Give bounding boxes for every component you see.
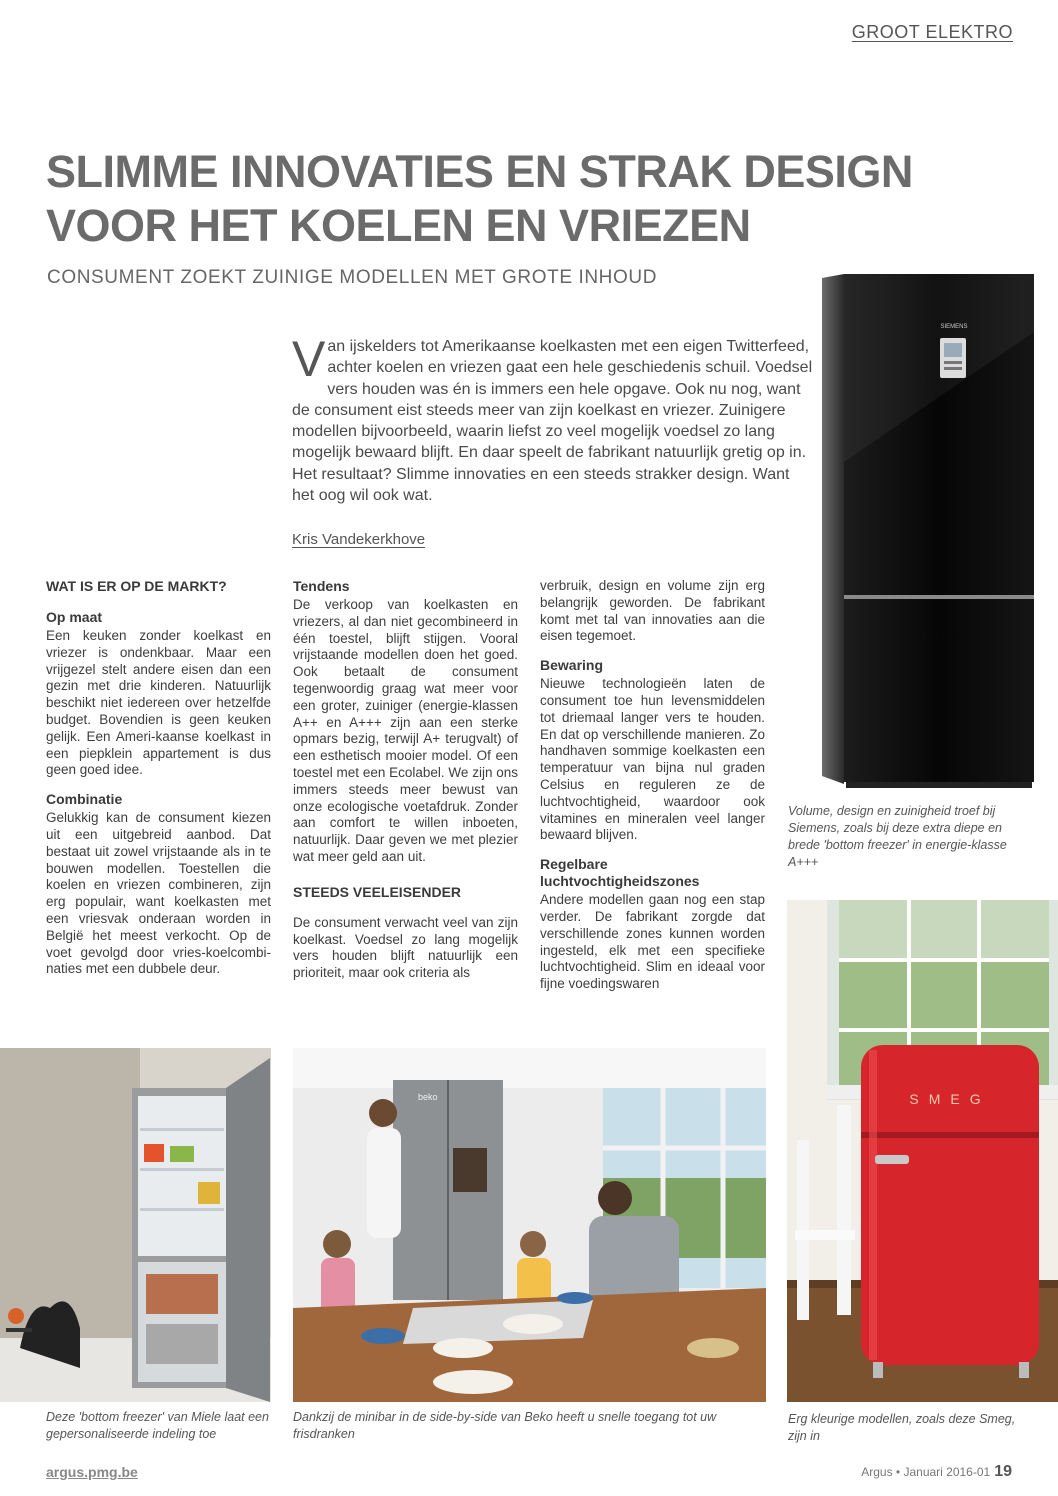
caption-siemens: Volume, design en zuinigheid troef bij Siemens, zoals bij deze extra diepe en brede 'bottom freezer' in energie-klasse A+++ bbox=[788, 804, 1007, 869]
footer-issue-info bbox=[861, 1463, 1012, 1481]
article-column-1 bbox=[46, 578, 271, 990]
article-subhead: CONSUMENT ZOEKT ZUINIGE MODELLEN MET GROTE INHOUD bbox=[47, 267, 658, 288]
man-avatar bbox=[598, 1181, 632, 1215]
intro-text: an ijskelders tot Amerikaanse koelkasten met een eigen Twitterfeed, achter koelen en vriezen gaat een hele geschiedenis schuil. Voedsel vers houden was én is immers een hele opgave. Ook nu nog, want de consument eist steeds meer van zijn koelkast en vriezer. Zuinigere modellen bijvoorbeeld, waarin liefst zo veel mogelijk voedsel zo lang mogelijk bewaard blijft. En daar speelt de fabrikant natuurlijk gretig op in. Het resultaat? Slimme innovaties en een steeds strakker design. Want het oog wil ook wat. bbox=[292, 338, 813, 505]
boy-avatar bbox=[520, 1231, 546, 1257]
headline-line-1: SLIMME INNOVATIES EN STRAK DESIGN bbox=[46, 146, 913, 197]
miele-room-illustration bbox=[0, 1048, 271, 1402]
siemens-fridge-illustration bbox=[818, 272, 1043, 792]
paragraph-tendens: De verkoop van koelkasten en vriezers, al dan niet gecombineerd in één toestel, blijft stijgen. Vooral vrijstaande modellen doen het goed. Ook betaalt de consument tegenwoordig graag wat meer voor een groter, zuiniger (energie-klassen A++ en A+++ zijn aan een sterke opmars bezig, terwijl A+ terugvalt) of een esthetisch mooier model. Of een toestel met een Ecolabel. We zijn ons immers steeds meer bewust van onze ecologische voetafdruk. Zonder aan comfort te willen inboeten, natuurlijk. Daar geven we met plezier wat meer geld aan uit. bbox=[293, 597, 518, 864]
beko-logo: beko bbox=[418, 1092, 438, 1102]
caption-smeg: Erg kleurige modellen, zoals deze Smeg, zijn in bbox=[788, 1412, 1016, 1443]
beko-kitchen-illustration bbox=[293, 1048, 766, 1402]
subheading-bewaring: Bewaring bbox=[540, 657, 604, 674]
fridge-brand-logo: SIEMENS bbox=[940, 324, 968, 330]
woman-avatar bbox=[369, 1099, 397, 1127]
article-column-2 bbox=[293, 578, 518, 994]
door-handle-icon bbox=[875, 1155, 909, 1164]
intro-paragraph bbox=[292, 331, 814, 506]
smeg-kitchen-illustration bbox=[787, 900, 1058, 1402]
paragraph-bewaring: Nieuwe technologieën laten de consument toe hun levensmiddelen tot driemaal langer vers te houden. En dat op verschillende manieren. Zo handhaven sommige koelkasten een temperatuur van bijna nul graden Celsius en reguleren ze de luchtvochtigheid, waardoor ook vitamines en mineralen veel langer bewaard blijven. bbox=[540, 676, 765, 843]
flower-icon bbox=[8, 1308, 24, 1324]
subheading-op-maat: Op maat bbox=[46, 609, 103, 625]
headline-line-2: VOOR HET KOELEN EN VRIEZEN bbox=[46, 200, 751, 251]
paragraph-luchtvochtigheid: Andere modellen gaan nog een stap verder. De fabrikant zorgde dat verschillende zones kunnen worden ingesteld, elk met een specifieke luchtvochtigheid. Slim en ideaal voor fijne voedingswaren bbox=[540, 892, 765, 992]
subheading-tendens: Tendens bbox=[293, 578, 350, 594]
paragraph-veeleisender: De consument verwacht veel van zijn koelkast. Voedsel zo lang mogelijk vers houden blijft natuurlijk een prioriteit, maar ook criteria als bbox=[293, 914, 518, 981]
paragraph-continued: verbruik, design en volume zijn erg belangrijk geworden. De fabrikant komt met tal van innovaties aan die eisen tegemoet. bbox=[540, 578, 765, 644]
caption-miele: Deze 'bottom freezer' van Miele laat een gepersonaliseerde indeling toe bbox=[46, 1410, 269, 1441]
subheading-combinatie: Combinatie bbox=[46, 791, 123, 808]
section-label: GROOT ELEKTRO bbox=[851, 22, 1013, 42]
article-headline bbox=[46, 145, 946, 253]
miele-fridge-photo bbox=[0, 1048, 271, 1402]
footer-website-link[interactable]: argus.pmg.be bbox=[46, 1464, 138, 1480]
girl-avatar bbox=[323, 1230, 351, 1258]
smeg-fridge-photo bbox=[787, 900, 1058, 1402]
section-heading-veeleisender: STEEDS VEELEISENDER bbox=[293, 883, 462, 900]
subheading-luchtvochtigheid: Regelbare luchtvochtigheidszones bbox=[540, 856, 700, 890]
smeg-logo: SMEG bbox=[909, 1091, 991, 1107]
paragraph-combinatie: Gelukkig kan de consument kiezen uit een uitgebreid aanbod. Dat bestaat uit zowel vrijstaande als in te bouwen modellen. Toestellen die koelen en vriezen combineren, zijn erg populair, want koelkasten met een vriesvak onderaan worden in België het meest verkocht. Op de voet gevolgd door vries-koelcombi-naties met een dubbele deur. bbox=[46, 810, 271, 977]
page-number: 19 bbox=[994, 1463, 1012, 1480]
siemens-fridge-photo bbox=[818, 272, 1043, 792]
footer-issue: Argus • Januari 2016-01 bbox=[861, 1465, 991, 1479]
caption-beko: Dankzij de minibar in de side-by-side van Beko heeft u snelle toegang tot uw frisdranken bbox=[293, 1410, 717, 1441]
author-byline: Kris Vandekerkhove bbox=[292, 531, 426, 548]
section-heading-markt: WAT IS ER OP DE MARKT? bbox=[46, 578, 227, 594]
paragraph-op-maat: Een keuken zonder koelkast en vriezer is ondenkbaar. Maar een vrijgezel stelt andere eisen dan een gezin met drie kinderen. Natuurlijk beschikt niet iedereen over hetzelfde budget. Bovendien is geen keuken gelijk. Een Ameri-kaanse koelkast in een piepklein appartement is dus geen goed idee. bbox=[46, 628, 271, 778]
beko-family-photo bbox=[293, 1048, 766, 1402]
drop-cap: V bbox=[292, 331, 326, 387]
chair-icon bbox=[837, 1105, 851, 1315]
article-column-3 bbox=[540, 578, 765, 1005]
